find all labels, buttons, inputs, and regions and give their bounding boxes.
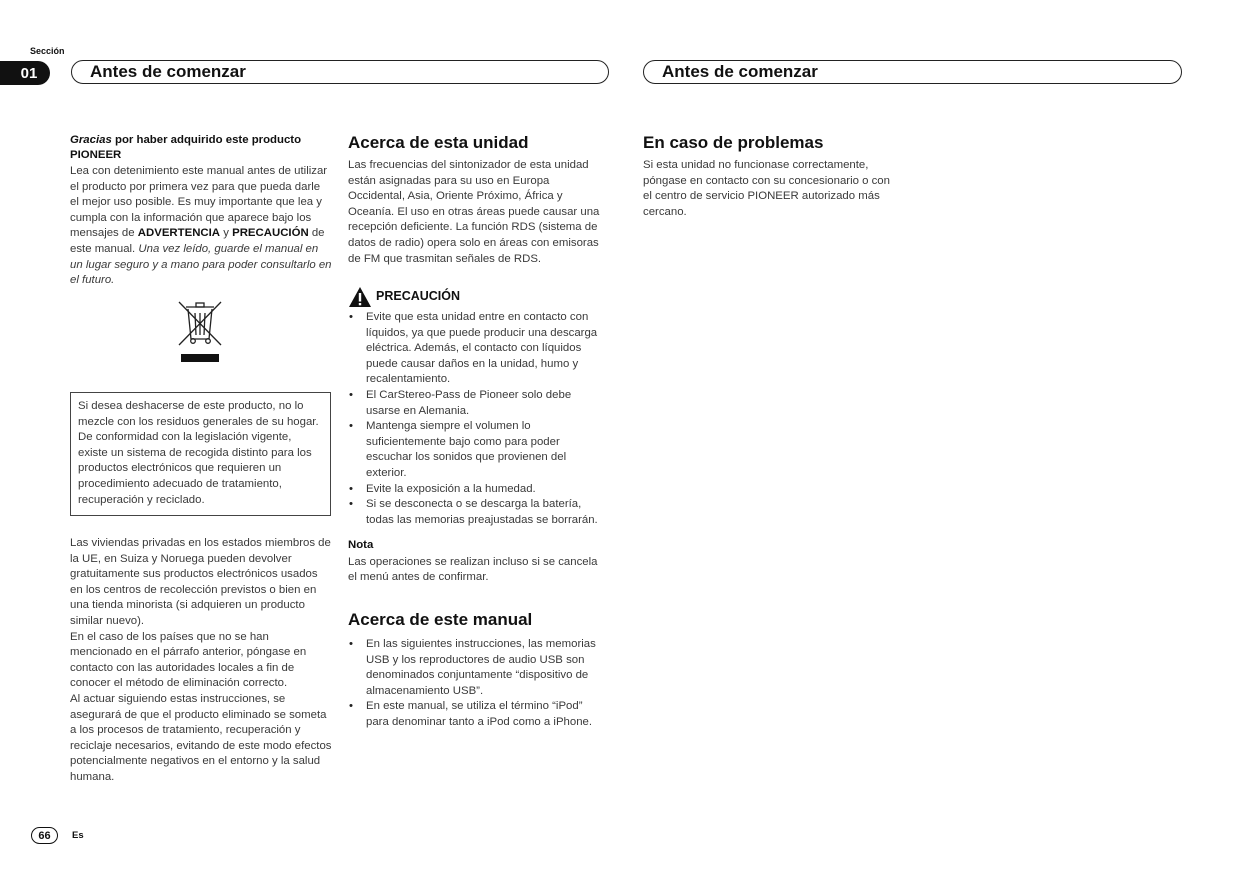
- caution-heading: [348, 286, 607, 308]
- intro-body-italic: Una vez leído, guarde el manual en un lugar seguro y a mano para poder consultarlo en el futuro.: [70, 242, 332, 287]
- disposal-notice-text: Si desea deshacerse de este producto, no lo mezcle con los residuos generales de su hogar. De conformidad con la legislación vigente, existe un sistema de recogida distinto para los productos electrónicos que requieren un procedimiento adecuado de tratamiento, recuperación y reciclado.: [78, 400, 319, 506]
- about-manual-title: Acerca de este manual: [348, 610, 533, 629]
- about-manual-item: • En este manual, se utiliza el término “iPod” para denominar tanto a iPod como a iPhone.: [348, 699, 607, 730]
- intro-section: [70, 133, 332, 289]
- section-label: Sección: [30, 46, 65, 56]
- intro-title-rest: por haber adquirido este producto: [114, 134, 302, 146]
- about-unit-title: Acerca de esta unidad: [348, 133, 529, 152]
- caution-item: • Mantenga siempre el volumen lo suficientemente bajo como para poder escuchar los sonidos que provienen del exterior.: [348, 419, 607, 481]
- note-section: [348, 538, 607, 586]
- about-manual-section: [348, 610, 607, 731]
- about-unit-body: Las frecuencias del sintonizador de esta unidad están asignadas para su uso en Europa Occidental, Asia, Oriente Próximo, África y Oceanía. El uso en otras áreas puede causar una recepción deficiente. La función RDS (sistema de datos de radio) opera solo en áreas con emisoras de FM que trasmitan señales de RDS.: [348, 159, 600, 265]
- problems-title: En caso de problemas: [643, 133, 824, 152]
- page-number: 66: [31, 827, 58, 844]
- note-body: Las operaciones se realizan incluso si se cancela el menú antes de confirmar.: [348, 555, 598, 584]
- caution-title: PRECAUCIÓN: [376, 289, 461, 304]
- intro-precaucion: PRECAUCIÓN: [232, 227, 309, 240]
- section-number-tab: 01: [0, 61, 50, 85]
- caution-item: • El CarStereo-Pass de Pioneer solo debe usarse en Alemania.: [348, 388, 607, 419]
- warning-triangle-icon: [348, 286, 372, 308]
- header-left-title: Antes de comenzar: [90, 62, 246, 81]
- eu-paragraph: En el caso de los países que no se han mencionado en el párrafo anterior, póngase en contacto con las autoridades locales a fin de conocer el método de eliminación correcto.: [70, 630, 307, 690]
- intro-body: [70, 164, 332, 289]
- intro-advertencia: ADVERTENCIA: [137, 227, 221, 240]
- language-code: Es: [72, 830, 84, 841]
- intro-brand: PIONEER: [70, 149, 122, 161]
- eu-paragraph: Las viviendas privadas en los estados miembros de la UE, en Suiza y Noruega pueden devolver gratuitamente sus productos electrónicos usados en los centros de recolección previstos o bien en una tienda minorista (si adquieren un producto similar nuevo).: [70, 537, 331, 627]
- weee-bin-icon: [177, 299, 223, 365]
- intro-y: y: [223, 227, 229, 240]
- disposal-notice-box: [70, 392, 331, 516]
- problems-section: [643, 133, 898, 220]
- caution-item: • Evite que esta unidad entre en contacto con líquidos, ya que puede producir una descarga eléctrica. Además, el contacto con líquidos puede causar daños en la unidad, humo y recalentamiento.: [348, 310, 607, 388]
- caution-section: [348, 286, 607, 528]
- header-right: [643, 60, 1182, 84]
- note-title: Nota: [348, 539, 374, 551]
- about-manual-list: [348, 637, 607, 731]
- caution-item: • Evite la exposición a la humedad.: [348, 482, 607, 498]
- header-right-title: Antes de comenzar: [662, 62, 818, 81]
- about-manual-item: • En las siguientes instrucciones, las memorias USB y los reproductores de audio USB son denominados conjuntamente “dispositivo de almacenamiento USB”.: [348, 637, 607, 699]
- intro-title-italic: Gracias: [70, 134, 112, 146]
- header-left: [71, 60, 609, 84]
- caution-list: [348, 310, 607, 528]
- caution-item: • Si se desconecta o se descarga la batería, todas las memorias preajustadas se borrarán.: [348, 497, 607, 528]
- intro-body-1: Lea con detenimiento este manual antes de utilizar el producto por primera vez para que pueda darle el mejor uso posible. Es muy importante que lea y cumpla con la información que aparece bajo los mensajes de: [70, 165, 328, 240]
- intro-body-2: de este manual.: [70, 227, 325, 255]
- problems-body: Si esta unidad no funcionase correctamente, póngase en contacto con su concesionario o con el centro de servicio PIONEER autorizado más cercano.: [643, 159, 890, 218]
- eu-disposal-section: [70, 536, 332, 786]
- intro-title: [70, 133, 332, 163]
- about-unit-section: [348, 133, 607, 267]
- eu-paragraph: Al actuar siguiendo estas instrucciones, se asegurará de que el producto eliminado se someta a los procesos de tratamiento, recuperación y reciclaje necesarios, evitando de este modo efectos potencialmente negativos en el entorno y la salud humana.: [70, 692, 332, 783]
